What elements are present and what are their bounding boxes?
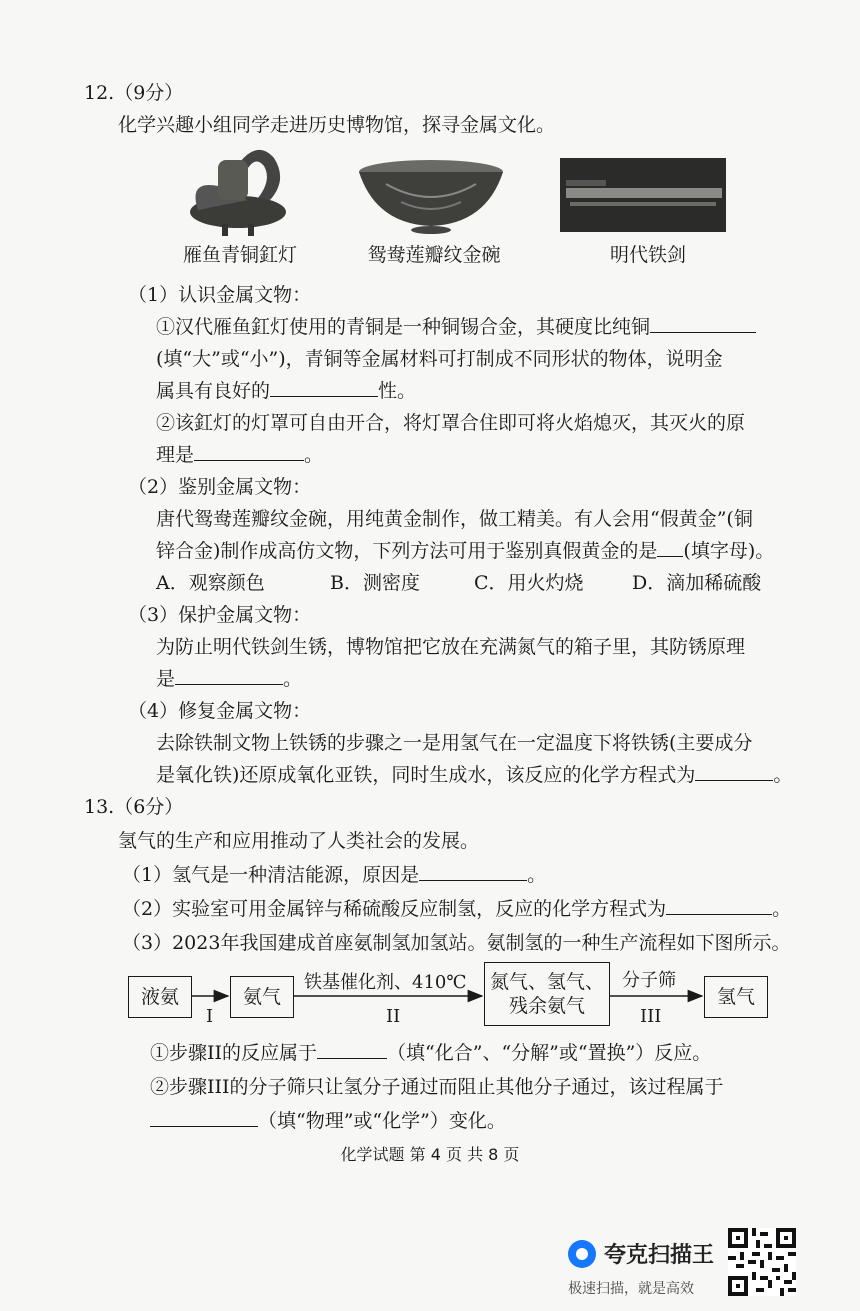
q12-part4-title: （4）修复金属文物： [128, 700, 312, 722]
caption-iron-sword: 明代铁剑 [609, 244, 686, 266]
q13-part3: （3）2023年我国建成首座氨制氢加氢站。氨制氢的一种生产流程如下图所示。 [122, 932, 791, 954]
answer-blank[interactable] [419, 862, 527, 881]
flow-box-ammonia-gas: 氨气 [230, 976, 294, 1018]
option-b: B．测密度 [330, 572, 420, 594]
answer-blank[interactable] [150, 1108, 258, 1127]
bronze-lamp-image [178, 140, 298, 238]
q12-part2-line1: 唐代鸳鸯莲瓣纹金碗，用纯黄金制作，做工精美。有人会用“假黄金”(铜 [156, 508, 753, 530]
caption-gold-bowl: 鸳鸯莲瓣纹金碗 [367, 244, 501, 266]
answer-blank[interactable] [194, 442, 304, 461]
q13-part2: （2）实验室可用金属锌与稀硫酸反应制氢，反应的化学方程式为 。 [122, 898, 792, 920]
q13-sub3: （填“物理”或“化学”）变化。 [150, 1108, 506, 1134]
page-footer: 化学试题 第 4 页 共 8 页 [340, 1145, 520, 1164]
q12-part3-line1: 为防止明代铁剑生锈，博物馆把它放在充满氮气的箱子里，其防锈原理 [156, 636, 746, 658]
q13-header: 13.（6分） [84, 796, 184, 818]
answer-blank[interactable] [175, 666, 283, 685]
flow-step-1: I [206, 1006, 214, 1027]
scanner-logo-icon [568, 1240, 596, 1268]
scanner-slogan: 极速扫描，就是高效 [568, 1281, 694, 1297]
q13-intro: 氢气的生产和应用推动了人类社会的发展。 [118, 830, 480, 852]
answer-blank[interactable] [650, 314, 756, 333]
q12-part1-line1: ①汉代雁鱼釭灯使用的青铜是一种铜锡合金，其硬度比纯铜 [156, 314, 756, 340]
gold-bowl-image [356, 158, 506, 236]
caption-bronze-lamp: 雁鱼青铜釭灯 [182, 244, 297, 266]
flow-step-3: III [640, 1006, 662, 1027]
answer-blank[interactable] [317, 1040, 387, 1059]
flow-box-liquid-ammonia: 液氨 [128, 976, 192, 1018]
q12-part4-line2: 是氧化铁)还原成氧化亚铁，同时生成水，该反应的化学方程式为 。 [156, 764, 793, 786]
option-c: C．用火灼烧 [474, 572, 584, 594]
flow-label-sieve: 分子筛 [622, 970, 676, 991]
q12-header: 12.（9分） [84, 82, 184, 104]
flow-box-hydrogen: 氢气 [704, 976, 768, 1018]
q12-part2-line2: 锌合金)制作成高仿文物，下列方法可用于鉴别真假黄金的是 (填字母)。 [156, 540, 775, 562]
q12-part2-title: （2）鉴别金属文物： [128, 476, 312, 498]
q13-sub2: ②步骤III的分子筛只让氢分子通过而阻止其他分子通过，该过程属于 [150, 1076, 724, 1098]
q12-part1-title: （1）认识金属文物： [128, 284, 312, 306]
flow-step-2: II [386, 1006, 401, 1027]
q12-part1-line3: 属具有良好的 性。 [156, 380, 417, 402]
qr-code-icon [728, 1228, 796, 1296]
flow-label-catalyst: 铁基催化剂、410℃ [304, 972, 467, 993]
q12-part4-line1: 去除铁制文物上铁锈的步骤之一是用氢气在一定温度下将铁锈(主要成分 [156, 732, 753, 754]
q12-part1-line4: ②该釭灯的灯罩可自由开合，将灯罩合住即可将火焰熄灭，其灭火的原 [156, 412, 746, 434]
q13-part1: （1）氢气是一种清洁能源，原因是 。 [122, 864, 547, 886]
scanner-watermark [568, 1234, 858, 1304]
answer-blank[interactable] [270, 378, 378, 397]
answer-blank[interactable] [657, 538, 683, 557]
option-a: A．观察颜色 [156, 572, 265, 594]
q12-part3-line2: 是 。 [156, 668, 303, 690]
q12-part1-line5: 理是 。 [156, 444, 324, 466]
answer-blank[interactable] [666, 896, 772, 915]
scanner-brand-name: 夸克扫描王 [604, 1243, 715, 1268]
answer-blank[interactable] [695, 762, 773, 781]
iron-sword-image [560, 158, 726, 232]
option-d: D．滴加稀硫酸 [632, 572, 762, 594]
flow-box-mixed-gas: 氮气、氢气、 残余氨气 [484, 962, 610, 1026]
q12-part3-title: （3）保护金属文物： [128, 604, 312, 626]
q12-part1-line2: (填“大”或“小”)，青铜等金属材料可打制成不同形状的物体，说明金 [156, 348, 723, 370]
q13-sub1: ①步骤II的反应属于 （填“化合”、“分解”或“置换”）反应。 [150, 1042, 712, 1064]
q12-intro: 化学兴趣小组同学走进历史博物馆，探寻金属文化。 [118, 114, 556, 136]
